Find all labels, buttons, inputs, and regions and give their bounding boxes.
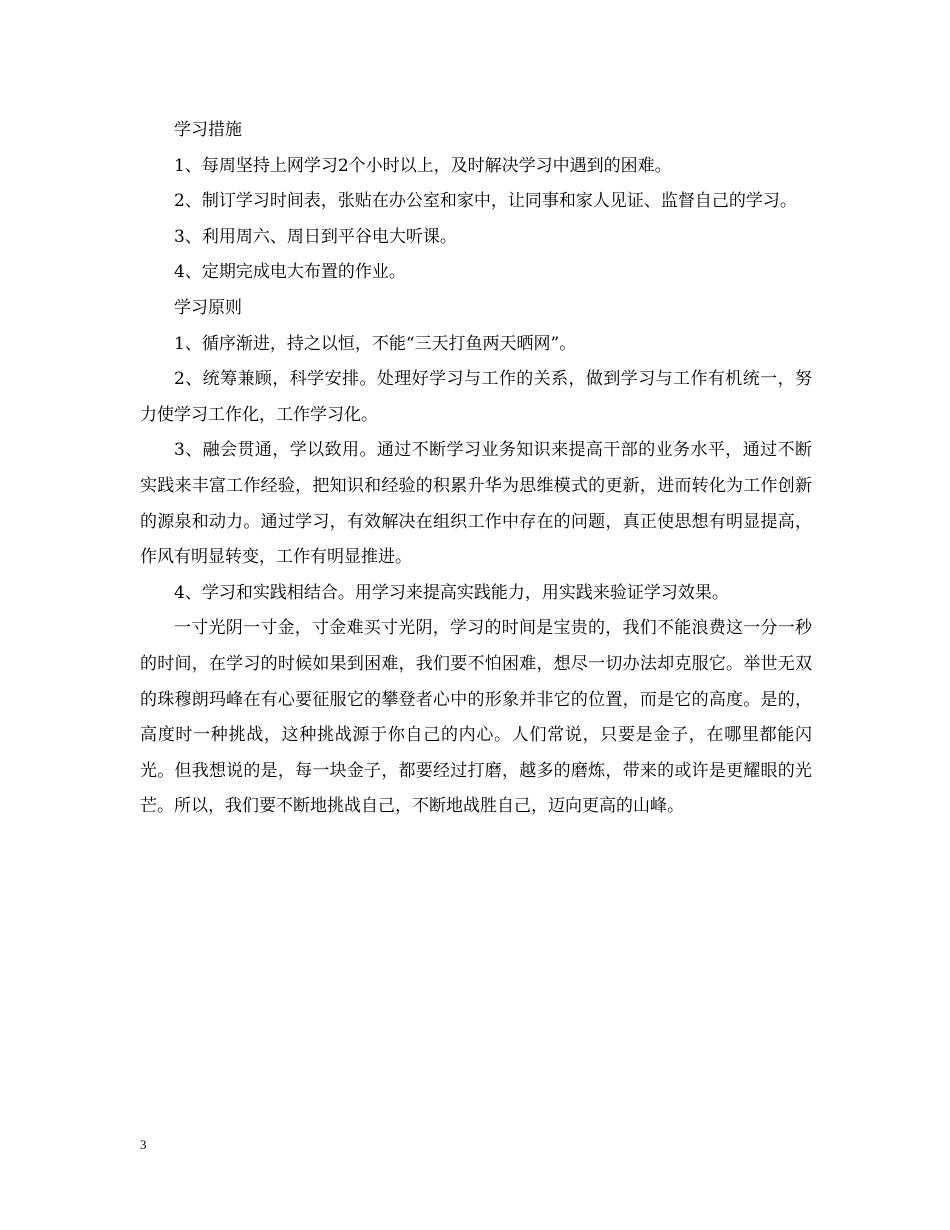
paragraph-measure-1: 1、每周坚持上网学习2个小时以上，及时解决学习中遇到的困难。 [174, 155, 672, 176]
paragraph-principle-3: 3、融会贯通，学以致用。通过不断学习业务知识来提高干部的业务水平，通过不断实践来丰富工作经验，把知识和经验的积累升华为思维模式的更新，进而转化为工作创新的源泉和动力。通过学习，有效解决在组织工作中存在的问题，真正使思想有明显提高，作风有明显转变，工作有明显推进。 [140, 440, 812, 568]
paragraph-measure-3: 3、利用周六、周日到平谷电大听课。 [174, 226, 457, 247]
paragraph-measure-2: 2、制订学习时间表，张贴在办公室和家中，让同事和家人见证、监督自己的学习。 [174, 191, 797, 212]
page-number: 3 [140, 1137, 147, 1152]
document-body [140, 113, 812, 825]
paragraph-principle-1: 1、循序渐进，持之以恒，不能“三天打鱼两天晒网”。 [174, 333, 577, 354]
heading-study-measures: 学习措施 [174, 120, 242, 140]
heading-study-principles: 学习原则 [174, 297, 242, 318]
paragraph-closing: 一寸光阴一寸金，寸金难买寸光阴，学习的时间是宝贵的，我们不能浪费这一分一秒的时间，在学习的时候如果到困难，我们要不怕困难，想尽一切办法却克服它。举世无双的珠穆朗玛峰在有心要征服它的攀登者心中的形象并非它的位置，而是它的高度。是的，高度时一种挑战，这种挑战源于你自己的内心。人们常说，只要是金子，在哪里都能闪光。但我想说的是，每一块金子，都要经过打磨，越多的磨炼，带来的或许是更耀眼的光芒。所以，我们要不断地挑战自己，不断地战胜自己，迈向更高的山峰。 [140, 618, 812, 817]
paragraph-measure-4: 4、定期完成电大布置的作业。 [174, 262, 406, 283]
paragraph-principle-4: 4、学习和实践相结合。用学习来提高实践能力，用实践来验证学习效果。 [174, 582, 729, 603]
paragraph-principle-2: 2、统筹兼顾，科学安排。处理好学习与工作的关系，做到学习与工作有机统一，努力使学习工作化，工作学习化。 [140, 369, 812, 425]
